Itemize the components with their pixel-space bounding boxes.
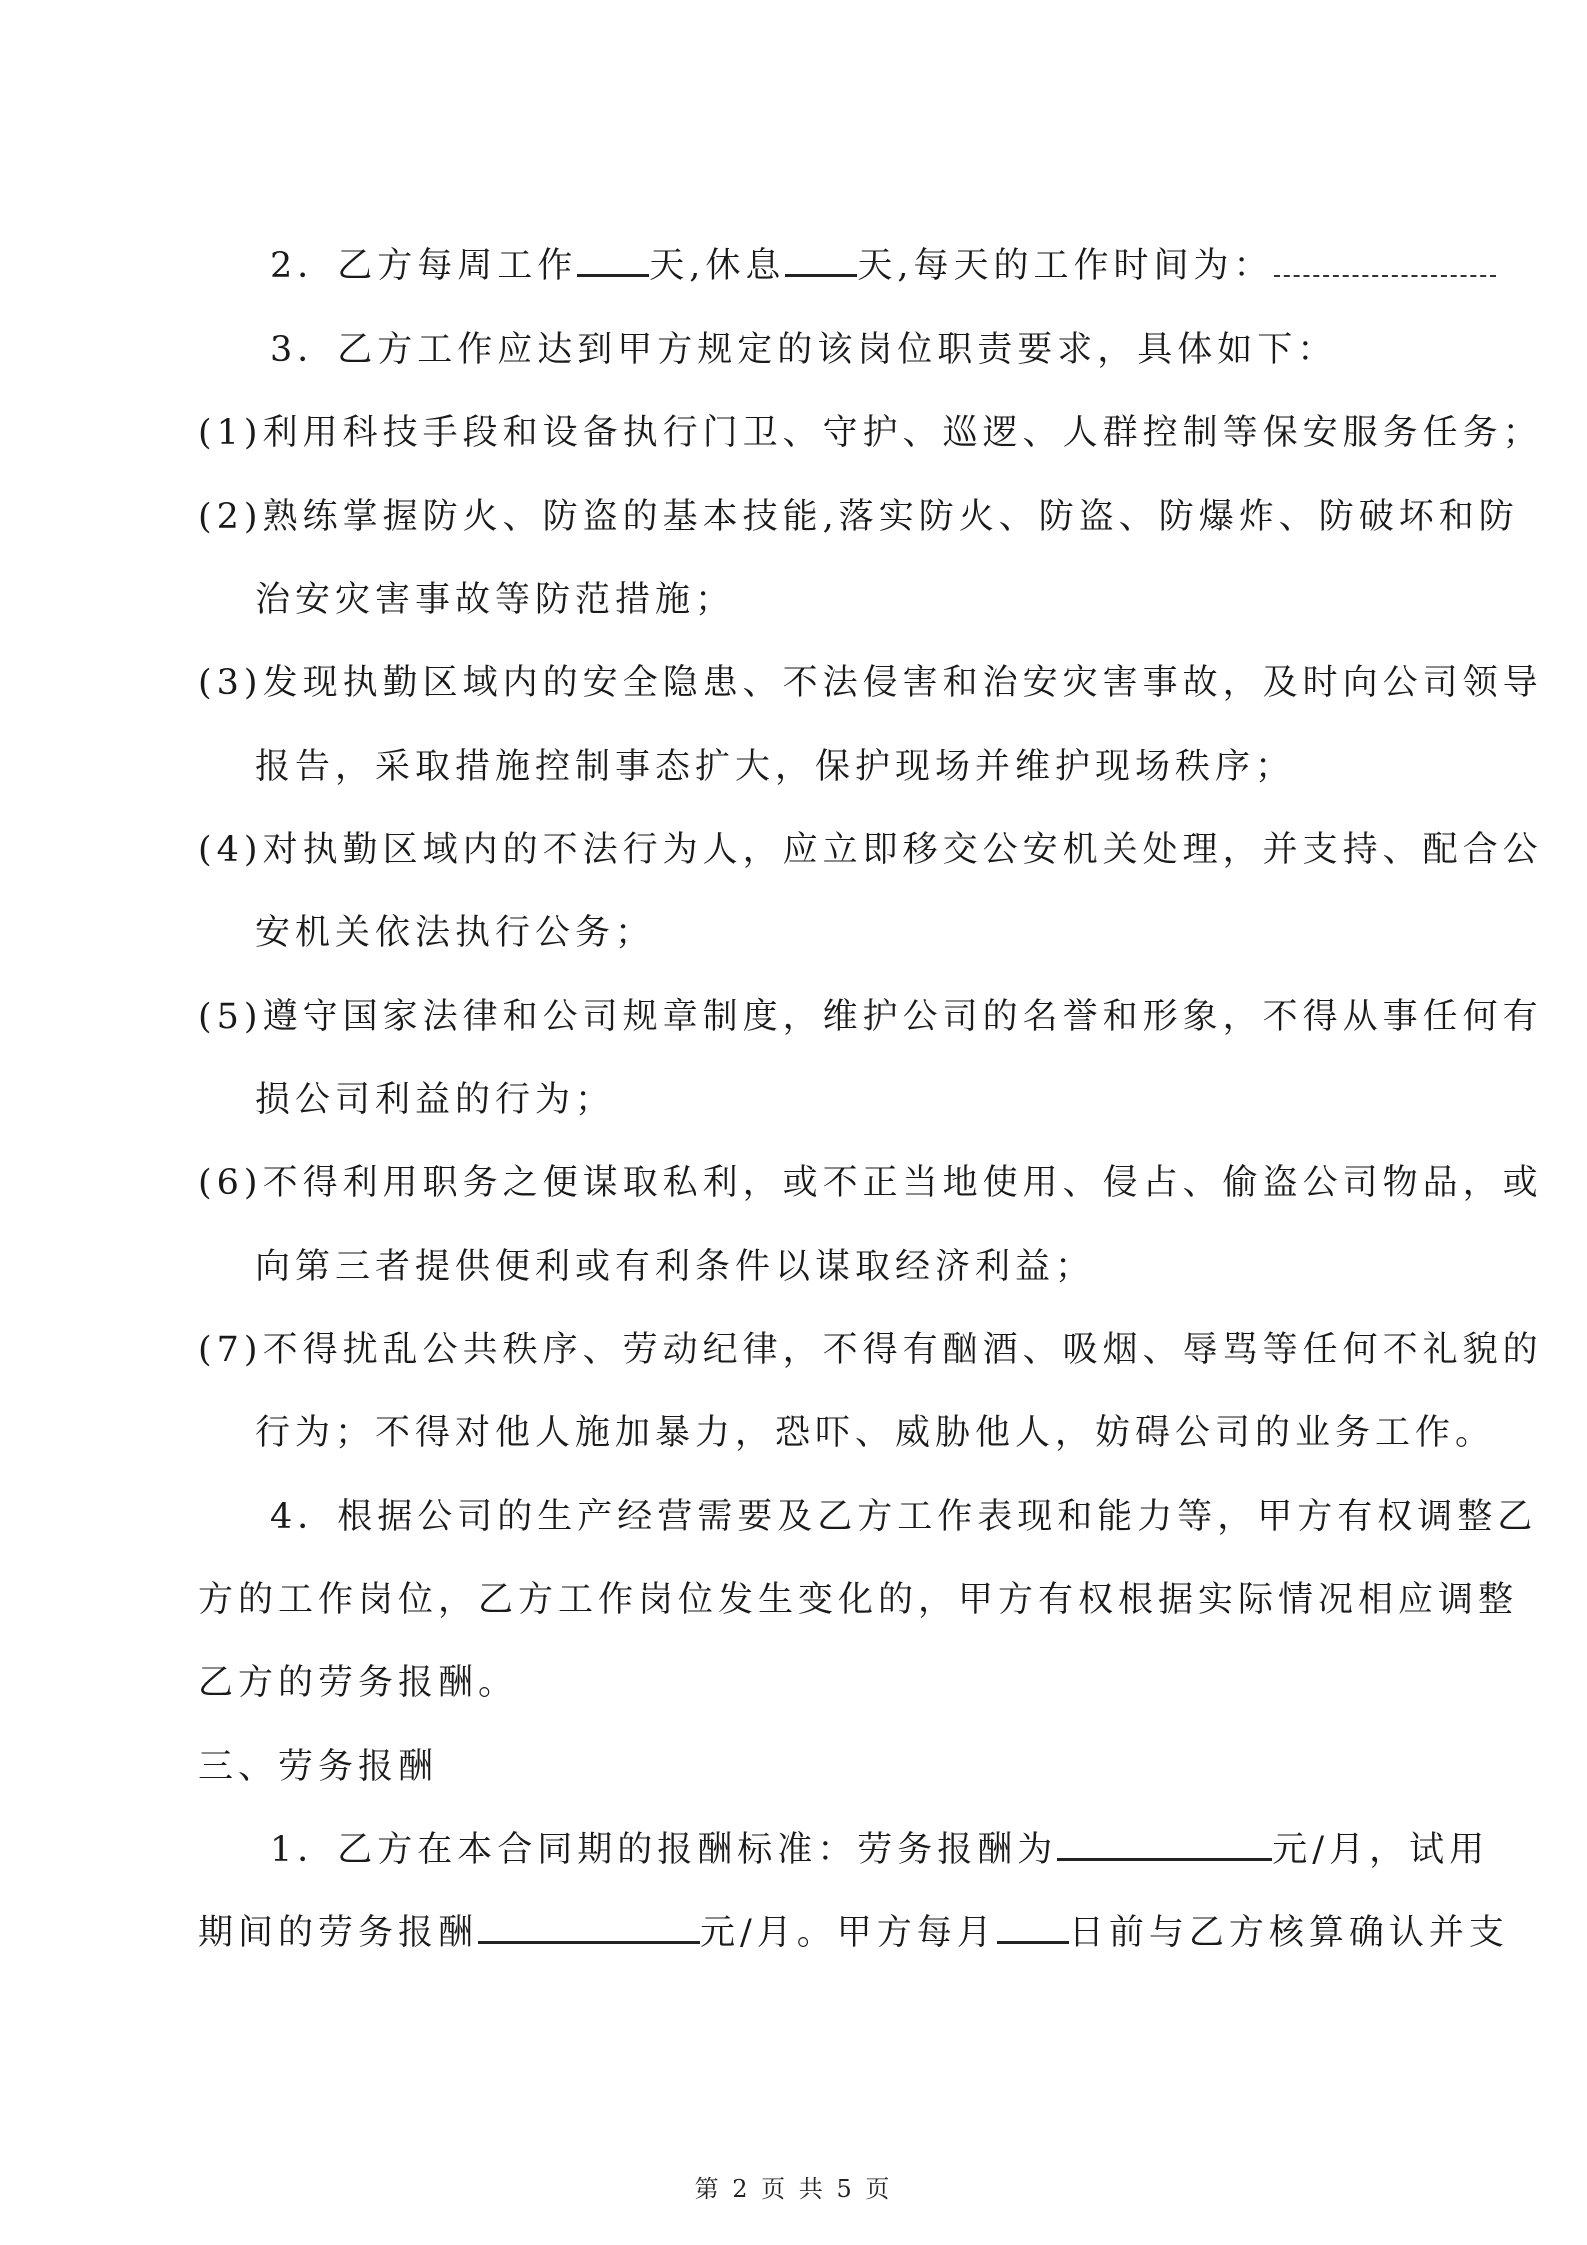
duty-item: (6)不得利用职务之便谋取私利，或不正当地使用、侵占、偷盗公司物品，或 <box>198 1163 1543 1203</box>
duty-item-continuation: 行为；不得对他人施加暴力，恐吓、威胁他人，妨碍公司的业务工作。 <box>255 1413 1496 1453</box>
pay-day-blank <box>997 1911 1069 1944</box>
adjustment-paragraph-line: 乙方的劳务报酬。 <box>198 1663 519 1703</box>
work-hours-blank <box>1274 245 1496 277</box>
work-schedule-mid1: 天,休息 <box>649 246 786 286</box>
section-title: 三、劳务报酬 <box>198 1747 439 1787</box>
remuneration-prefix: 1．乙方在本合同期的报酬标准：劳务报酬为 <box>270 1830 1058 1870</box>
duties-intro: 3．乙方工作应达到甲方规定的该岗位职责要求，具体如下： <box>270 330 1338 370</box>
probation-pay-prefix: 期间的劳务报酬 <box>198 1913 479 1953</box>
work-schedule-prefix: 2．乙方每周工作 <box>270 246 578 286</box>
duty-item: (7)不得扰乱公共秩序、劳动纪律，不得有酗酒、吸烟、辱骂等任何不礼貌的 <box>198 1330 1543 1370</box>
restdays-blank <box>785 244 857 277</box>
work-schedule-line <box>270 242 1510 290</box>
duty-item-continuation: 治安灾害事故等防范措施； <box>255 580 736 620</box>
duty-item: (1)利用科技手段和设备执行门卫、守护、巡逻、人群控制等保安服务任务； <box>198 413 1543 453</box>
work-schedule-mid2: 天,每天的工作时间为： <box>857 246 1274 286</box>
adjustment-paragraph-line: 方的工作岗位，乙方工作岗位发生变化的，甲方有权根据实际情况相应调整 <box>198 1580 1519 1620</box>
remuneration-suffix: 元/月，试用 <box>1272 1830 1490 1870</box>
remuneration-line-1 <box>270 1826 1510 1874</box>
monthly-pay-blank <box>1057 1828 1272 1861</box>
page-number-footer: 第 2 页 共 5 页 <box>694 2175 893 2203</box>
duty-item: (5)遵守国家法律和公司规章制度，维护公司的名誉和形象，不得从事任何有 <box>198 997 1543 1037</box>
duty-item: (4)对执勤区域内的不法行为人，应立即移交公安机关处理，并支持、配合公 <box>198 830 1543 870</box>
probation-pay-mid: 元/月。甲方每月 <box>700 1913 997 1953</box>
duty-item-continuation: 损公司利益的行为； <box>255 1080 616 1120</box>
pay-day-suffix: 日前与乙方核算确认并支 <box>1068 1913 1509 1953</box>
duty-item-continuation: 安机关依法执行公务； <box>255 913 656 953</box>
duty-item-continuation: 向第三者提供便利或有利条件以谋取经济利益； <box>255 1247 1096 1287</box>
workdays-blank <box>577 244 649 277</box>
adjustment-paragraph-line: 4．根据公司的生产经营需要及乙方工作表现和能力等，甲方有权调整乙 <box>270 1497 1538 1537</box>
remuneration-line-2 <box>198 1909 1509 1957</box>
duty-item-continuation: 报告，采取措施控制事态扩大，保护现场并维护现场秩序； <box>255 747 1296 787</box>
probation-pay-blank <box>478 1911 700 1944</box>
duty-item: (3)发现执勤区域内的安全隐患、不法侵害和治安灾害事故，及时向公司领导 <box>198 663 1543 703</box>
duty-item: (2)熟练掌握防火、防盗的基本技能,落实防火、防盗、防爆炸、防破坏和防 <box>198 497 1519 537</box>
